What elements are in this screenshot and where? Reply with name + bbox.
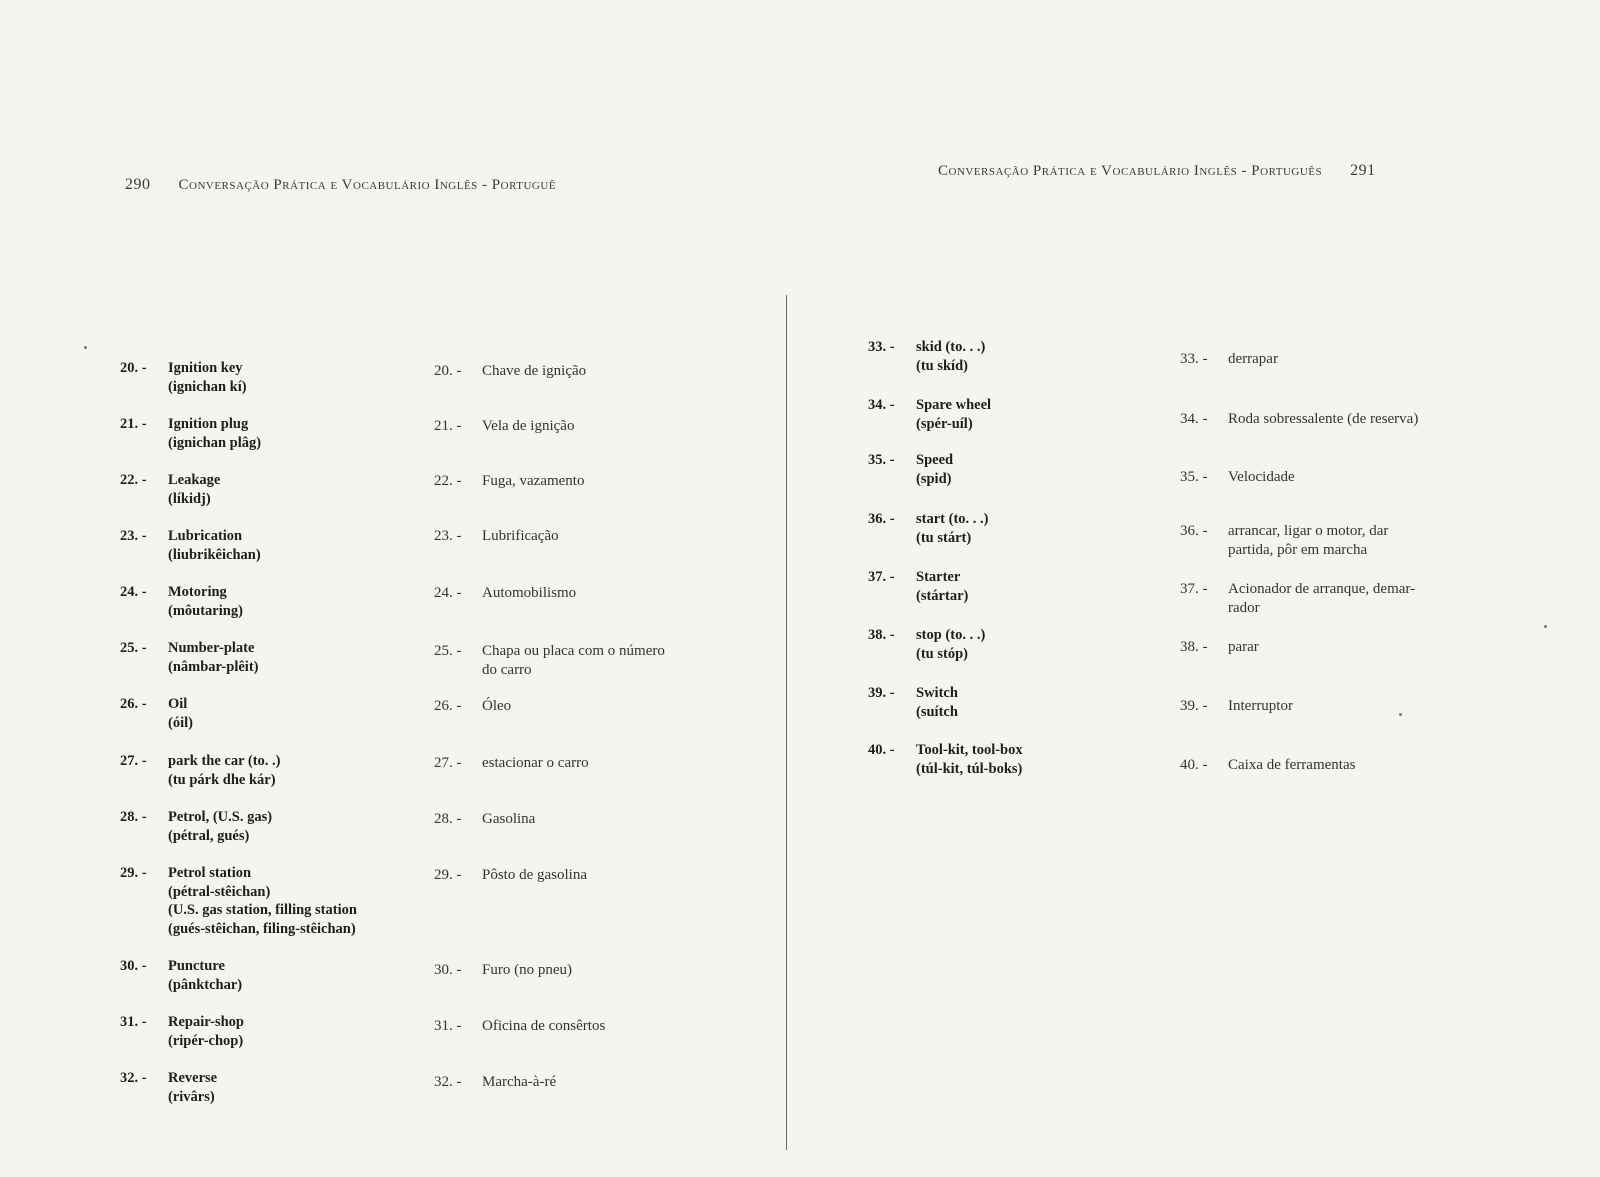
- pronunciation: (óil): [168, 714, 193, 731]
- entry-number: 37. -: [1180, 581, 1208, 597]
- english-word: Number-plate: [168, 640, 255, 656]
- english-term: [868, 338, 985, 375]
- portuguese-text: Automobilismo: [482, 585, 577, 601]
- entry-number: 35. -: [1180, 469, 1208, 485]
- right-page: [790, 0, 1600, 1177]
- portuguese-translation: [434, 810, 535, 829]
- pronunciation: (tu párk dhe kár): [168, 771, 276, 788]
- english-term: [120, 808, 272, 845]
- print-speck: [1544, 625, 1547, 628]
- pronunciation: (líkidj): [168, 490, 211, 507]
- portuguese-translation: [434, 472, 584, 491]
- english-word: Ignition key: [168, 360, 243, 376]
- pronunciation: (túl-kit, túl-boks): [916, 760, 1023, 777]
- entry-number: 24. -: [120, 584, 147, 600]
- entry-number: 35. -: [868, 452, 895, 468]
- portuguese-text: parar: [1228, 639, 1259, 655]
- portuguese-translation: [1180, 410, 1418, 429]
- english-term: [120, 527, 261, 564]
- print-speck: [1399, 713, 1402, 716]
- portuguese-text: estacionar o carro: [482, 755, 589, 771]
- portuguese-text: Pôsto de gasolina: [482, 867, 587, 883]
- pronunciation: (stártar): [916, 587, 969, 604]
- english-word: Petrol, (U.S. gas): [168, 809, 273, 825]
- pronunciation: (liubrikêichan): [168, 546, 261, 563]
- english-term: [120, 1013, 244, 1050]
- portuguese-translation: [434, 1017, 605, 1036]
- entry-number: 30. -: [120, 958, 147, 974]
- entry-number: 22. -: [434, 473, 462, 489]
- page-number: 291: [1350, 162, 1376, 179]
- portuguese-text: Fuga, vazamento: [482, 473, 585, 489]
- portuguese-text: Gasolina: [482, 811, 536, 827]
- portuguese-translation: [1180, 522, 1388, 559]
- entry-number: 33. -: [868, 339, 895, 355]
- english-word: Puncture: [168, 958, 225, 974]
- entry-number: 26. -: [120, 696, 147, 712]
- english-word: Tool-kit, tool-box: [916, 742, 1023, 758]
- portuguese-text: partida, pôr em marcha: [1228, 541, 1368, 558]
- entry-number: 29. -: [434, 867, 462, 883]
- entry-number: 38. -: [868, 627, 895, 643]
- entry-number: 27. -: [434, 755, 462, 771]
- portuguese-text: Velocidade: [1228, 469, 1295, 485]
- print-speck: [84, 346, 87, 349]
- pronunciation: (rivârs): [168, 1088, 215, 1105]
- english-term: [868, 626, 985, 663]
- pronunciation: (pânktchar): [168, 976, 243, 993]
- entry-number: 21. -: [434, 418, 462, 434]
- entry-number: 37. -: [868, 569, 895, 585]
- left-page-header: [125, 176, 556, 194]
- english-term: [120, 583, 243, 620]
- portuguese-translation: [434, 584, 576, 603]
- pronunciation: (ignichan plâg): [168, 434, 262, 451]
- english-term: [120, 639, 258, 676]
- entry-number: 39. -: [1180, 698, 1208, 714]
- pronunciation: (tu stárt): [916, 529, 972, 546]
- running-title: Conversação Prática e Vocabulário Inglês - Português: [938, 163, 1323, 179]
- portuguese-text: Oficina de consêrtos: [482, 1018, 606, 1034]
- portuguese-translation: [1180, 756, 1355, 775]
- right-page-header: [938, 162, 1376, 180]
- portuguese-translation: [434, 362, 586, 381]
- entry-number: 25. -: [434, 643, 462, 659]
- portuguese-text: arrancar, ligar o motor, dar: [1228, 523, 1389, 539]
- pronunciation: (pétral-stêichan): [168, 883, 271, 900]
- english-word: Ignition plug: [168, 416, 249, 432]
- portuguese-text: do carro: [482, 661, 532, 678]
- pronunciation: (pétral, gués): [168, 827, 250, 844]
- portuguese-text: Vela de ignição: [482, 418, 575, 434]
- portuguese-text: Interruptor: [1228, 698, 1293, 714]
- english-term: [120, 695, 193, 732]
- english-word: Leakage: [168, 472, 221, 488]
- pronunciation: (nâmbar-plêit): [168, 658, 259, 675]
- english-word: Motoring: [168, 584, 227, 600]
- english-term: [120, 359, 247, 396]
- portuguese-translation: [434, 961, 572, 980]
- portuguese-text: Furo (no pneu): [482, 962, 572, 978]
- entry-number: 32. -: [120, 1070, 147, 1086]
- entry-number: 31. -: [120, 1014, 147, 1030]
- entry-number: 34. -: [1180, 411, 1208, 427]
- portuguese-text: Chapa ou placa com o número: [482, 643, 665, 659]
- entry-number: 36. -: [1180, 523, 1208, 539]
- running-title: Conversação Prática e Vocabulário Inglês - Portuguê: [178, 177, 557, 193]
- english-term: [868, 510, 988, 547]
- entry-number: 29. -: [120, 865, 147, 881]
- entry-number: 40. -: [1180, 757, 1208, 773]
- portuguese-translation: [1180, 350, 1278, 369]
- english-word: Repair-shop: [168, 1014, 244, 1030]
- entry-number: 25. -: [120, 640, 147, 656]
- english-term: [120, 957, 242, 994]
- portuguese-translation: [1180, 697, 1293, 716]
- entry-number: 20. -: [434, 363, 462, 379]
- entry-number: 24. -: [434, 585, 462, 601]
- entry-number: 38. -: [1180, 639, 1208, 655]
- entry-number: 21. -: [120, 416, 147, 432]
- english-term: [120, 415, 261, 452]
- english-word: skid (to. . .): [916, 339, 986, 355]
- portuguese-translation: [434, 754, 589, 773]
- entry-number: 32. -: [434, 1074, 462, 1090]
- entry-number: 36. -: [868, 511, 895, 527]
- portuguese-text: Acionador de arranque, demar-: [1228, 581, 1416, 597]
- left-page: [0, 0, 788, 1177]
- english-word: Spare wheel: [916, 397, 992, 413]
- portuguese-text: derrapar: [1228, 351, 1278, 367]
- pronunciation: (ignichan kí): [168, 378, 247, 395]
- english-term: [120, 864, 357, 938]
- pronunciation: (gués-stêichan, filing-stêichan): [168, 920, 356, 937]
- english-term: [868, 684, 958, 721]
- pronunciation: (ripér-chop): [168, 1032, 244, 1049]
- entry-number: 40. -: [868, 742, 895, 758]
- english-word: Petrol station: [168, 865, 252, 881]
- entry-number: 23. -: [434, 528, 462, 544]
- portuguese-translation: [434, 527, 559, 546]
- entry-number: 22. -: [120, 472, 147, 488]
- entry-number: 26. -: [434, 698, 462, 714]
- english-term: [120, 752, 281, 789]
- portuguese-translation: [434, 1073, 556, 1092]
- portuguese-translation: [1180, 468, 1295, 487]
- pronunciation: (suítch: [916, 703, 958, 720]
- english-term: [120, 471, 220, 508]
- english-term: [868, 741, 1023, 778]
- portuguese-translation: [1180, 638, 1259, 657]
- english-word: Reverse: [168, 1070, 218, 1086]
- pronunciation: (tu skíd): [916, 357, 968, 374]
- entry-number: 20. -: [120, 360, 147, 376]
- portuguese-translation: [434, 697, 511, 716]
- page-number: 290: [125, 176, 151, 193]
- portuguese-text: Chave de ignição: [482, 363, 587, 379]
- english-term: [868, 396, 991, 433]
- english-word: Oil: [168, 696, 188, 712]
- portuguese-translation: [434, 417, 574, 436]
- entry-number: 28. -: [120, 809, 147, 825]
- entry-number: 34. -: [868, 397, 895, 413]
- entry-number: 27. -: [120, 753, 147, 769]
- entry-number: 30. -: [434, 962, 462, 978]
- pronunciation: (spér-uíl): [916, 415, 973, 432]
- portuguese-text: rador: [1228, 599, 1260, 616]
- pronunciation: (U.S. gas station, filling station: [168, 902, 357, 918]
- portuguese-text: Roda sobressalente (de reserva): [1228, 411, 1419, 427]
- english-word: Switch: [916, 685, 958, 701]
- entry-number: 28. -: [434, 811, 462, 827]
- entry-number: 31. -: [434, 1018, 462, 1034]
- pronunciation: (tu stóp): [916, 645, 968, 662]
- english-word: start (to. . .): [916, 511, 989, 527]
- english-word: Starter: [916, 569, 961, 585]
- english-term: [868, 568, 968, 605]
- entry-number: 33. -: [1180, 351, 1208, 367]
- portuguese-text: Lubrificação: [482, 528, 559, 544]
- pronunciation: (spid): [916, 470, 952, 487]
- english-term: [868, 451, 953, 488]
- portuguese-translation: [1180, 580, 1415, 617]
- entry-number: 39. -: [868, 685, 895, 701]
- portuguese-text: Marcha-à-ré: [482, 1074, 557, 1090]
- english-term: [120, 1069, 217, 1106]
- entry-number: 23. -: [120, 528, 147, 544]
- page-gutter-line: [786, 295, 787, 1150]
- english-word: Speed: [916, 452, 954, 468]
- portuguese-text: Óleo: [482, 698, 512, 714]
- pronunciation: (môutaring): [168, 602, 243, 619]
- portuguese-translation: [434, 866, 587, 885]
- english-word: park the car (to. .): [168, 753, 281, 769]
- english-word: stop (to. . .): [916, 627, 986, 643]
- portuguese-translation: [434, 642, 665, 679]
- portuguese-text: Caixa de ferramentas: [1228, 757, 1356, 773]
- english-word: Lubrication: [168, 528, 243, 544]
